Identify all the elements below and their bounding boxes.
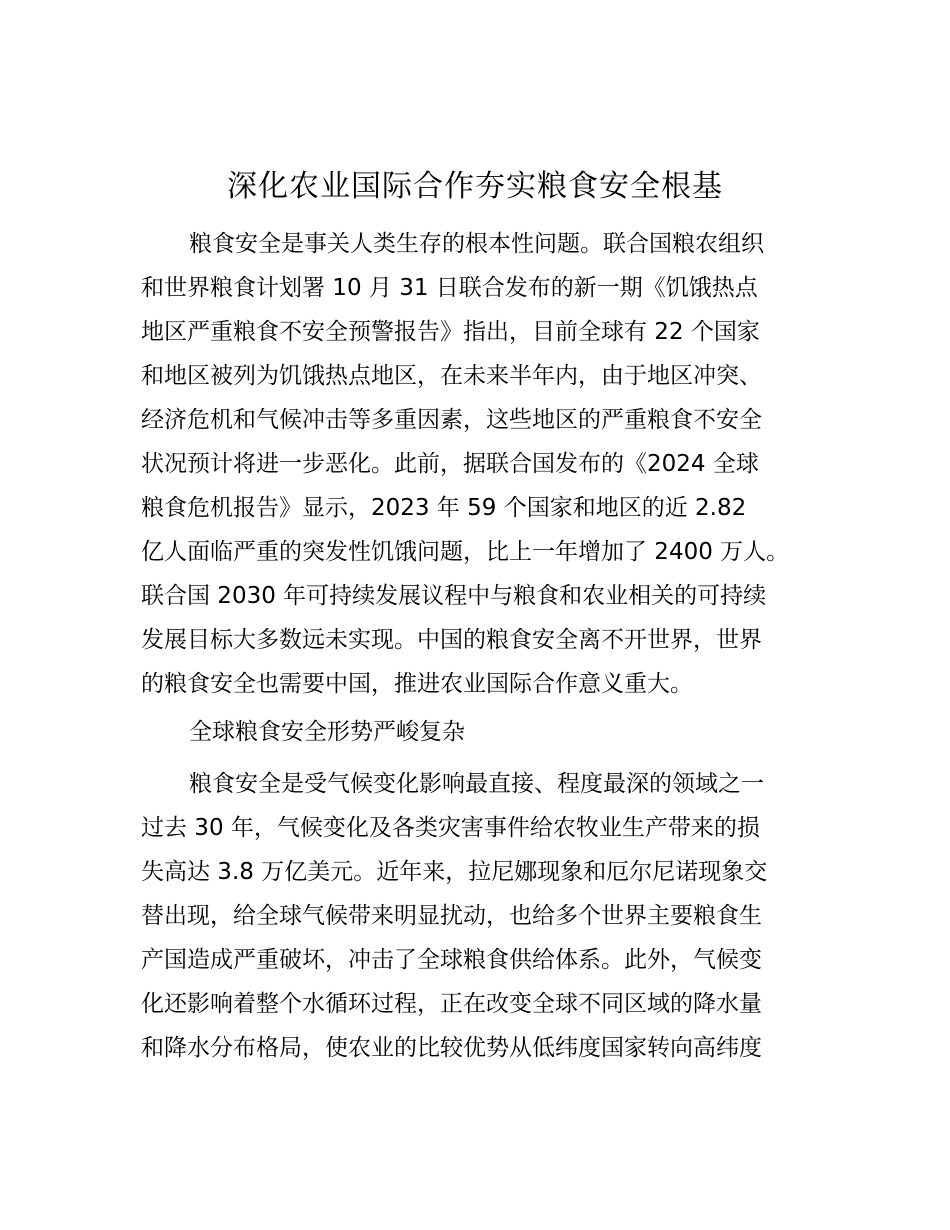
paragraph-1-line: 和地区被列为饥饿热点地区，在未来半年内，由于地区冲突、 <box>141 363 762 389</box>
paragraph-2-line: 粮食安全是受气候变化影响最直接、程度最深的领域之一 <box>189 771 764 797</box>
paragraph-1-line: 的粮食安全也需要中国，推进农业国际合作意义重大。 <box>141 671 693 697</box>
paragraph-1-line: 亿人面临严重的突发性饥饿问题，比上一年增加了 2400 万人。 <box>141 539 790 565</box>
paragraph-2-line: 过去 30 年，气候变化及各类灾害事件给农牧业生产带来的损 <box>141 815 760 841</box>
paragraph-2-line: 化还影响着整个水循环过程，正在改变全球不同区域的降水量 <box>141 991 762 1017</box>
paragraph-2-line: 和降水分布格局，使农业的比较优势从低纬度国家转向高纬度 <box>141 1035 762 1061</box>
paragraph-1-line: 和世界粮食计划署 10 月 31 日联合发布的新一期《饥饿热点 <box>141 275 758 301</box>
document-title: 深化农业国际合作夯实粮食安全根基 <box>227 169 723 204</box>
paragraph-1-line: 经济危机和气候冲击等多重因素，这些地区的严重粮食不安全 <box>141 407 762 433</box>
paragraph-2-line: 失高达 3.8 万亿美元。近年来，拉尼娜现象和厄尔尼诺现象交 <box>141 859 768 885</box>
paragraph-1-line: 状况预计将进一步恶化。此前，据联合国发布的《2024 全球 <box>141 451 759 477</box>
paragraph-1-line: 粮食危机报告》显示，2023 年 59 个国家和地区的近 2.82 <box>141 495 747 521</box>
paragraph-1-line: 联合国 2030 年可持续发展议程中与粮食和农业相关的可持续 <box>141 583 767 609</box>
paragraph-1-line: 发展目标大多数远未实现。中国的粮食安全离不开世界，世界 <box>141 627 762 653</box>
paragraph-2-line: 替出现，给全球气候带来明显扰动，也给多个世界主要粮食生 <box>141 903 762 929</box>
section-heading: 全球粮食安全形势严峻复杂 <box>189 719 465 745</box>
paragraph-1-line: 粮食安全是事关人类生存的根本性问题。联合国粮农组织 <box>189 231 764 257</box>
paragraph-1-line: 地区严重粮食不安全预警报告》指出，目前全球有 22 个国家 <box>141 319 760 345</box>
paragraph-2-line: 产国造成严重破坏，冲击了全球粮食供给体系。此外，气候变 <box>141 947 762 973</box>
